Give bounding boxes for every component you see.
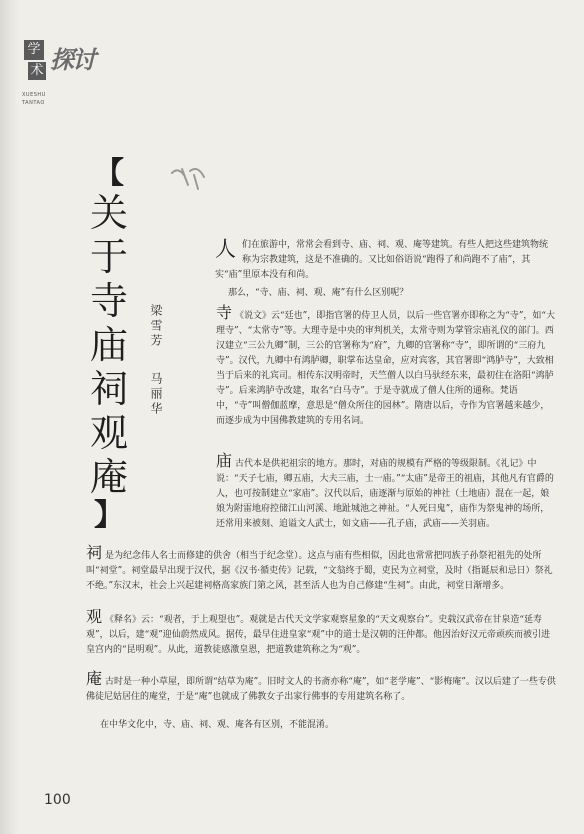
section-label-latin-1: XUESHU: [22, 92, 46, 98]
title-bracket-open: 【: [94, 156, 124, 191]
page-binding-edge: [0, 0, 18, 834]
si-head: 寺: [216, 303, 233, 322]
an-text: 古时是一种小草屋，即所谓“结草为庵”。旧时文人的书斋亦称“庵”，如“老学庵”、“影梅庵”。汉以后建了一些专供佛徒尼姑居住的庵堂，于是“庵”也就成了佛教女子出家行佛事的专用建筑名称了。: [86, 677, 556, 702]
author-1: 梁雪芳: [149, 304, 163, 349]
an-head: 庵: [86, 669, 103, 688]
intro-text: 们在旅游中，常常会看到寺、庙、祠、观、庵等建筑。有些人把这些建筑物统称为宗教建筑，这是不准确的。又比如俗语说“跑得了和尚跑不了庙”，其实“庙”里原本没有和尚。: [215, 240, 549, 280]
title-char: 庙: [89, 323, 128, 367]
si-paragraph: [216, 304, 558, 429]
ci-paragraph: [86, 544, 558, 594]
guan-text: 《释名》云：“观者，于上观望也”。观就是古代天文学家观察星象的“天文观察台”。史载汉武帝在甘泉造“延寿观”，以后，建“观”迎仙蔚然成风。据传，最早住进皇家“观”中的道士是汉朝的汪仲都。他因治好汉元帝顽疾而被引进皇宫内的“昆明观”。从此，道教徒感激皇恩，把道教建筑称之为“观”。: [86, 615, 551, 655]
ci-text: 是为纪念伟人名士而修建的供舍（相当于纪念堂）。这点与庙有些相似，因此也常常把同族子孙祭祀祖先的处所叫“祠堂”。祠堂最早出现于汉代，据《汉书·循吏传》记载，“文翁终于蜀，吏民为立祠堂，及时（指诞辰和忌日）祭礼不绝。”东汉末，社会上兴起建祠格高家族门第之风，甚至活人也为自己修建“生祠”。由此，祠堂日渐增多。: [86, 551, 553, 591]
section-label-box-bottom: 术: [28, 62, 46, 80]
title-char: 关: [89, 191, 128, 235]
article-title: [87, 157, 131, 533]
section-label-box-top: 学: [24, 40, 44, 60]
si-text: 《说文》云“廷也”，即指官署的侍卫人员，以后一些官署亦即称之为“寺”，如“大理寺”、“太常寺”等。大理寺是中央的审判机关，太常寺则为掌管宗庙礼仪的部门。西汉建立“三公九卿”制，三公的官署称为“府”，九卿的官署称“寺”，即所谓的“三府九寺”。汉代，九卿中有鸿胪卿，职掌布达皇命，应对宾客，其官署即“鸿胪寺”，大致相当于后来的礼宾司。相传东汉明帝时，天竺僧人以白马驮经东来，最初住在洛阳“鸿胪寺”。后来鸿胪寺改建，取名“白马寺”。于是寺就成了僧人住所的通称。梵语中，“寺”叫僧伽蓝摩，意思是“僧众所住的园林”。隋唐以后，寺作为官署越来越少，而逐步成为中国佛教建筑的专用名词。: [216, 311, 556, 426]
title-bracket-close: 】: [94, 498, 124, 533]
section-label-latin-2: TANTAO: [22, 100, 45, 106]
title-char: 庵: [89, 455, 128, 499]
title-char: 寺: [89, 279, 128, 323]
author-2: 马丽华: [149, 372, 163, 417]
title-char: 于: [89, 235, 128, 279]
intro-paragraph: [215, 238, 555, 283]
brush-stroke-decoration: [168, 163, 208, 193]
guan-head: 观: [86, 607, 103, 626]
intro-question: 那么，“寺、庙、祠、观、庵”有什么区别呢？: [228, 288, 409, 298]
ci-head: 祠: [86, 543, 103, 562]
miao-head: 庙: [216, 451, 233, 470]
title-char: 祠: [89, 367, 128, 411]
intro-lead-char: 人: [215, 237, 236, 261]
miao-paragraph: [216, 452, 558, 532]
guan-paragraph: [86, 608, 558, 658]
title-char: 观: [89, 411, 128, 455]
section-label-script: 探讨: [50, 45, 94, 74]
closing-paragraph: 在中华文化中，寺、庙、祠、观、庵各有区别，不能混淆。: [100, 720, 335, 730]
miao-text: 古代本是供祀祖宗的地方。那时，对庙的规模有严格的等级限制。《礼记》中说：“天子七庙，卿五庙，大夫三庙，士一庙。”“太庙”是帝王的祖庙，其他凡有官爵的人，也可按制建立“家庙”。汉代以后，庙逐渐与原始的神社（土地庙）混在一起，娘娘为附雷地府控储江山河溪、地趾城池之神祉。“人死曰鬼”，庙作为祭鬼神的场所，还常用来被刻、追谥文人武士，如文庙——孔子庙，武庙——关羽庙。: [216, 459, 554, 529]
page-number: 100: [44, 792, 71, 808]
an-paragraph: [86, 670, 558, 705]
